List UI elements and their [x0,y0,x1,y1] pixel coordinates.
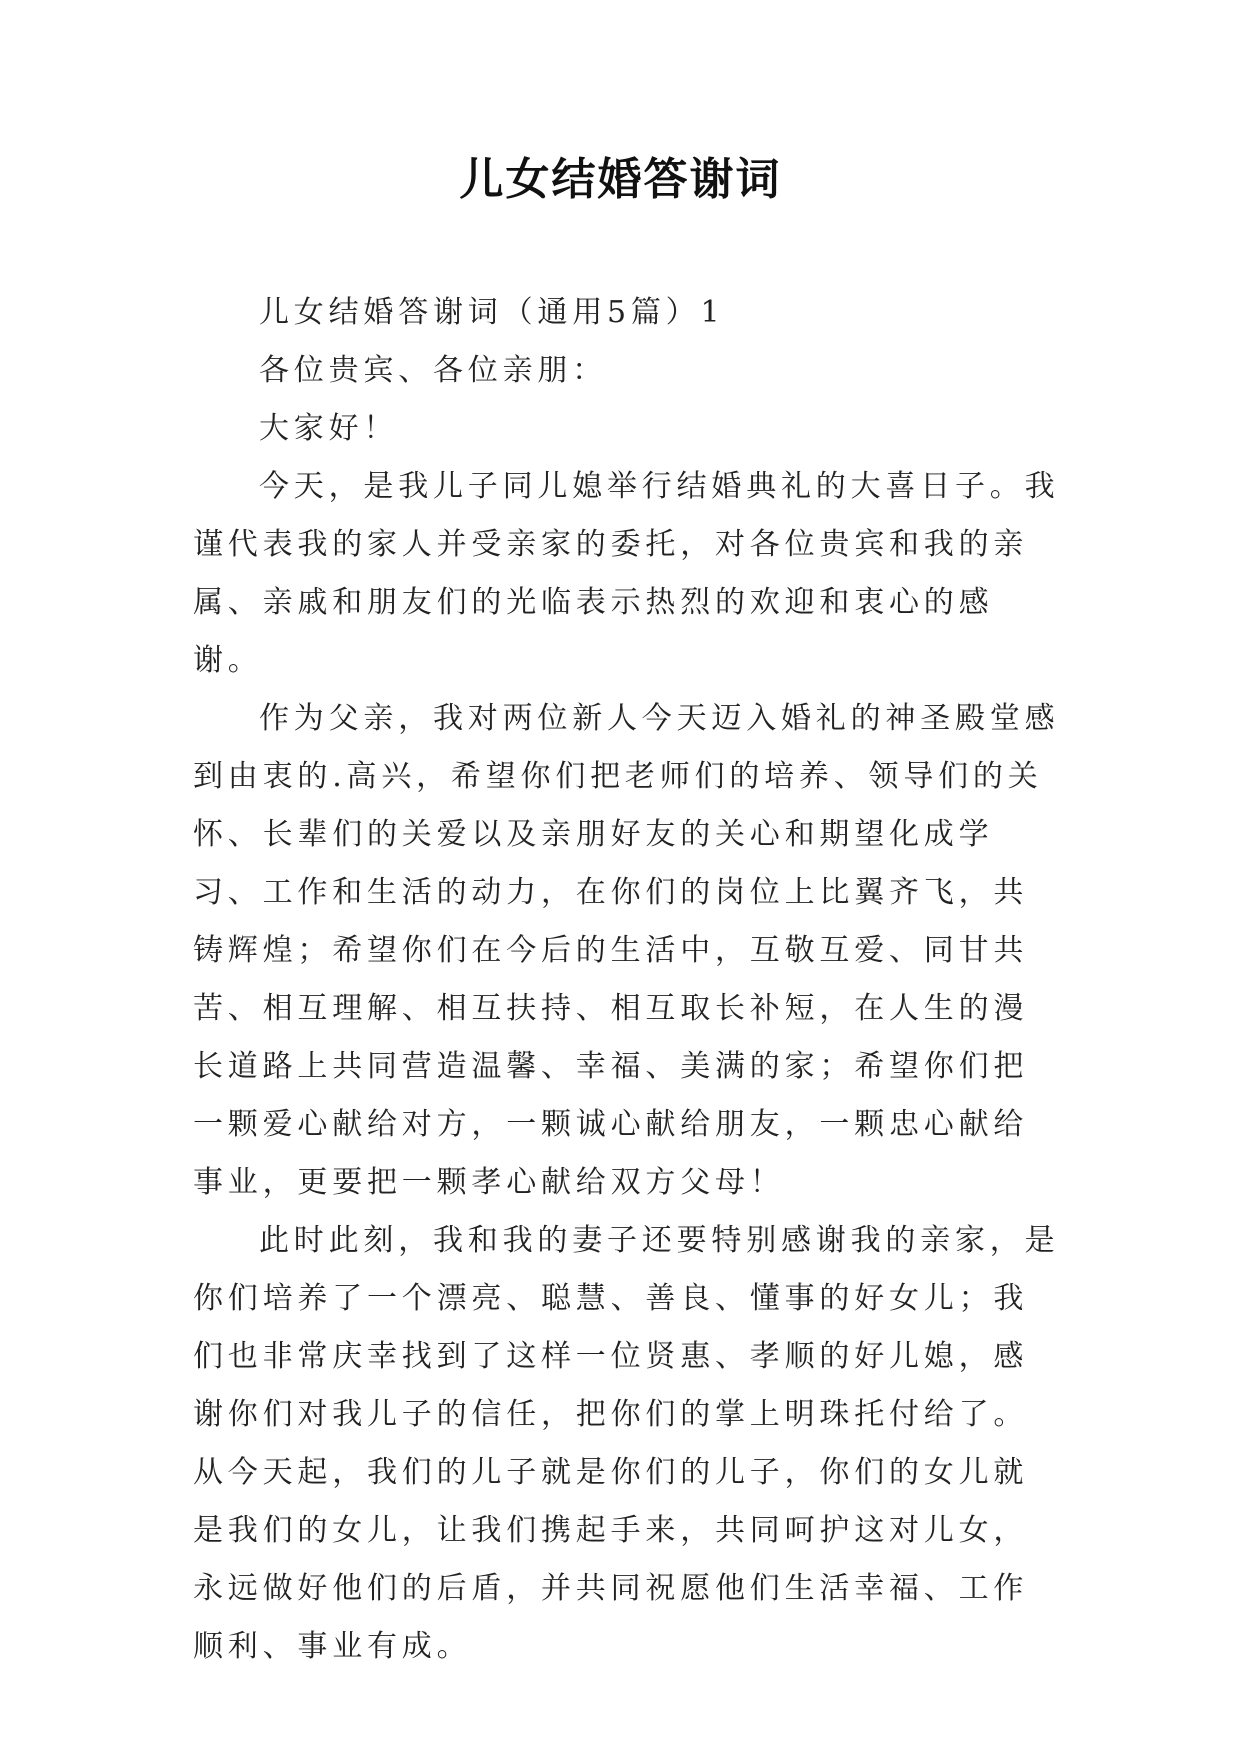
paragraph-subtitle: 儿女结婚答谢词（通用5篇）1 [259,295,725,330]
paragraph-salutation: 各位贵宾、各位亲朋： [259,353,607,388]
paragraph-greeting: 大家好！ [259,411,399,446]
paragraph-wishes: 作为父亲，我对两位新人今天迈入婚礼的神圣殿堂感到由衷的.高兴，希望你们把老师们的培养、领导们的关怀、长辈们的关爱以及亲朋好友的关心和期望化成学习、工作和生活的动力，在你们的岗位上比翼齐飞，共铸辉煌；希望你们在今后的生活中，互敬互爱、同甘共苦、相互理解、相互扶持、相互取长补短，在人生的漫长道路上共同营造温馨、幸福、美满的家；希望你们把一颗爱心献给对方，一颗诚心献给朋友，一颗忠心献给事业，更要把一颗孝心献给双方父母！ [193,701,1060,1200]
document-body [193,284,1061,1676]
paragraph-welcome: 今天，是我儿子同儿媳举行结婚典礼的大喜日子。我谨代表我的家人并受亲家的委托，对各位贵宾和我的亲属、亲戚和朋友们的光临表示热烈的欢迎和衷心的感谢。 [193,469,1060,678]
paragraph-thanks: 此时此刻，我和我的妻子还要特别感谢我的亲家，是你们培养了一个漂亮、聪慧、善良、懂事的好女儿；我们也非常庆幸找到了这样一位贤惠、孝顺的好儿媳，感谢你们对我儿子的信任，把你们的掌上明珠托付给了。从今天起，我们的儿子就是你们的儿子，你们的女儿就是我们的女儿，让我们携起手来，共同呵护这对儿女，永远做好他们的后盾，并共同祝愿他们生活幸福、工作顺利、事业有成。 [193,1223,1060,1664]
document-title: 儿女结婚答谢词 [459,154,782,205]
